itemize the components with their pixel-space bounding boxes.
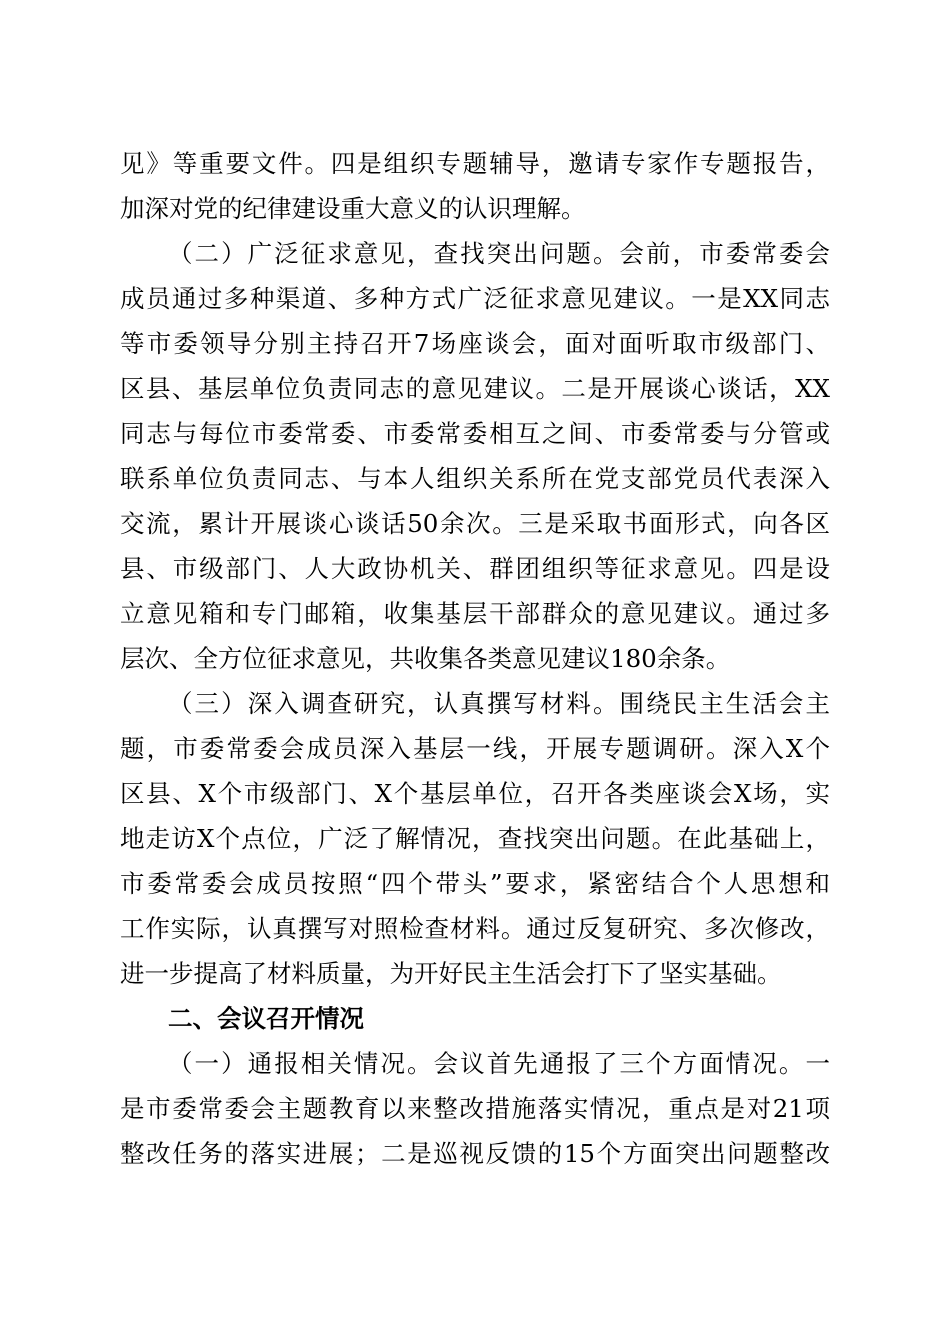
text-line-2: 加深对党的纪律建设重大意义的认识理解。 [120,194,586,223]
text-line-16: 地走访X个点位，广泛了解情况，查找突出问题。在此基础上， [120,824,830,853]
text-line-23: 整改任务的落实进展；二是巡视反馈的15个方面突出问题整改 [120,1139,830,1168]
text-line-18: 工作实际，认真撰写对照检查材料。通过反复研究、多次修改， [120,914,830,943]
text-line-21: （一）通报相关情况。会议首先通报了三个方面情况。一 [168,1049,830,1078]
text-line-15: 区县、X个市级部门、X个基层单位，召开各类座谈会X场，实 [120,779,830,808]
text-line-4: 成员通过多种渠道、多种方式广泛征求意见建议。一是XX同志 [120,284,830,313]
text-line-12: 层次、全方位征求意见，共收集各类意见建议180余条。 [120,644,731,673]
text-line-19: 进一步提高了材料质量，为开好民主生活会打下了坚实基础。 [120,959,782,988]
text-line-10: 县、市级部门、人大政协机关、群团组织等征求意见。四是设 [120,554,830,583]
text-line-3: （二）广泛征求意见，查找突出问题。会前，市委常委会 [168,239,830,268]
text-line-5: 等市委领导分别主持召开7场座谈会，面对面听取市级部门、 [120,329,830,358]
text-line-1: 见》等重要文件。四是组织专题辅导，邀请专家作专题报告， [120,149,830,178]
text-line-7: 同志与每位市委常委、市委常委相互之间、市委常委与分管或 [120,419,830,448]
section-heading: 二、会议召开情况 [168,1004,364,1033]
text-line-11: 立意见箱和专门邮箱，收集基层干部群众的意见建议。通过多 [120,599,830,628]
text-line-6: 区县、基层单位负责同志的意见建议。二是开展谈心谈话，XX [120,374,830,403]
text-line-8: 联系单位负责同志、与本人组织关系所在党支部党员代表深入 [120,464,830,493]
text-line-13: （三）深入调查研究，认真撰写材料。围绕民主生活会主 [168,689,830,718]
text-line-17: 市委常委会成员按照“四个带头”要求，紧密结合个人思想和 [120,869,830,898]
text-line-22: 是市委常委会主题教育以来整改措施落实情况，重点是对21项 [120,1094,830,1123]
text-line-14: 题，市委常委会成员深入基层一线，开展专题调研。深入X个 [120,734,830,763]
text-line-9: 交流，累计开展谈心谈话50余次。三是采取书面形式，向各区 [120,509,830,538]
